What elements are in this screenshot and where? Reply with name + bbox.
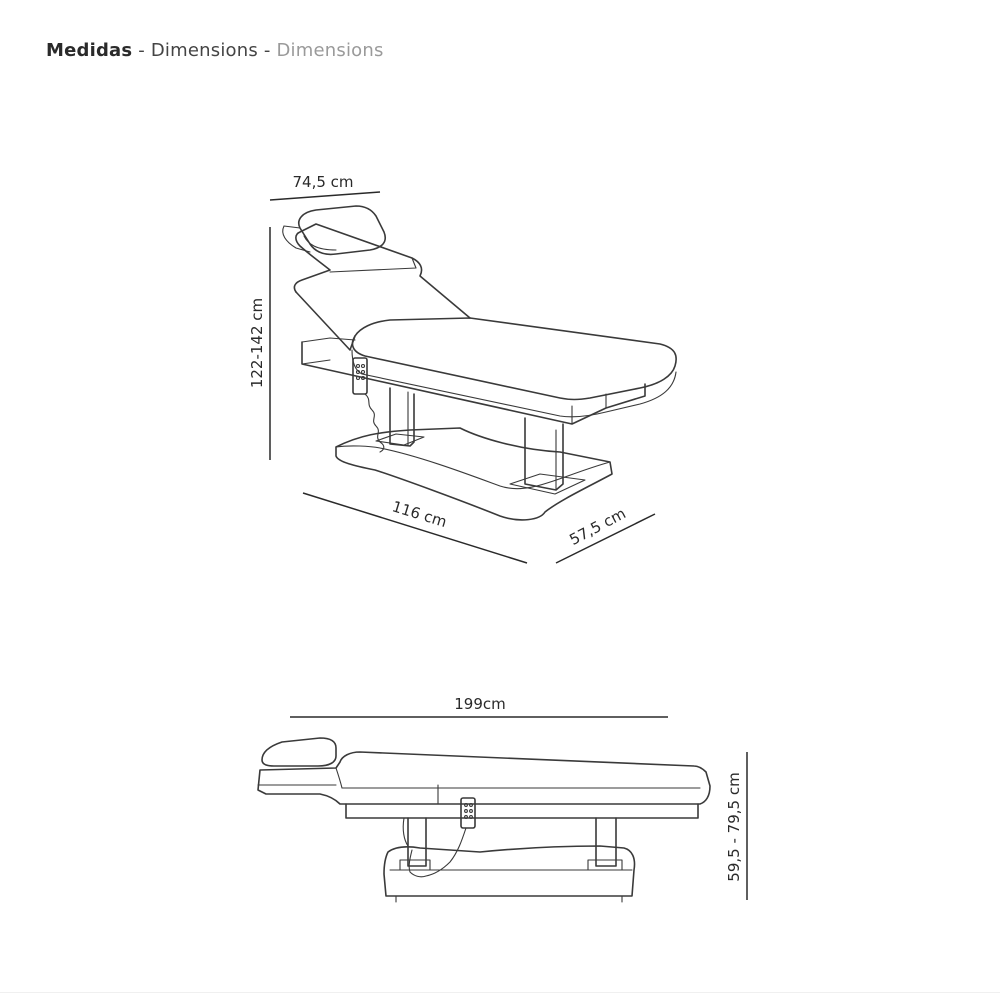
side-cushion [258,752,710,804]
dimension-line [270,192,380,200]
dimension-length [303,493,527,563]
side-view [258,695,747,902]
width-label: 74,5 cm [292,173,354,191]
table-headrest [299,206,385,254]
title-separator: - [138,40,145,61]
remote-cable [365,394,384,452]
height-label: 122-142 cm [248,297,266,389]
side-headrest [262,738,336,766]
dimension-height [248,227,270,460]
side-length-label: 199cm [454,695,506,713]
table-base [336,428,612,520]
side-height-label: 59,5 - 79,5 cm [725,772,743,882]
length-label: 116 cm [389,497,449,532]
dimension-depth [556,504,655,563]
side-column-left [408,818,426,866]
table-backrest [294,224,470,318]
side-remote-control [461,798,475,828]
title-english: Dimensions [150,40,258,61]
treatment-table-perspective [283,206,676,520]
dimension-side-length [290,695,668,717]
treatment-table-side [258,738,710,902]
title-spanish: Medidas [46,40,133,61]
side-base [384,846,635,896]
depth-label: 57,5 cm [566,504,629,549]
title-french: Dimensions [276,40,384,61]
side-column-right [596,818,616,866]
footer-divider [0,992,1000,993]
side-frame [346,804,698,818]
title-separator: - [263,40,271,61]
table-column-rear [390,388,414,446]
table-cushion [352,318,676,400]
dimension-side-height [725,752,747,900]
dimension-width [270,173,380,200]
perspective-view [248,173,676,563]
